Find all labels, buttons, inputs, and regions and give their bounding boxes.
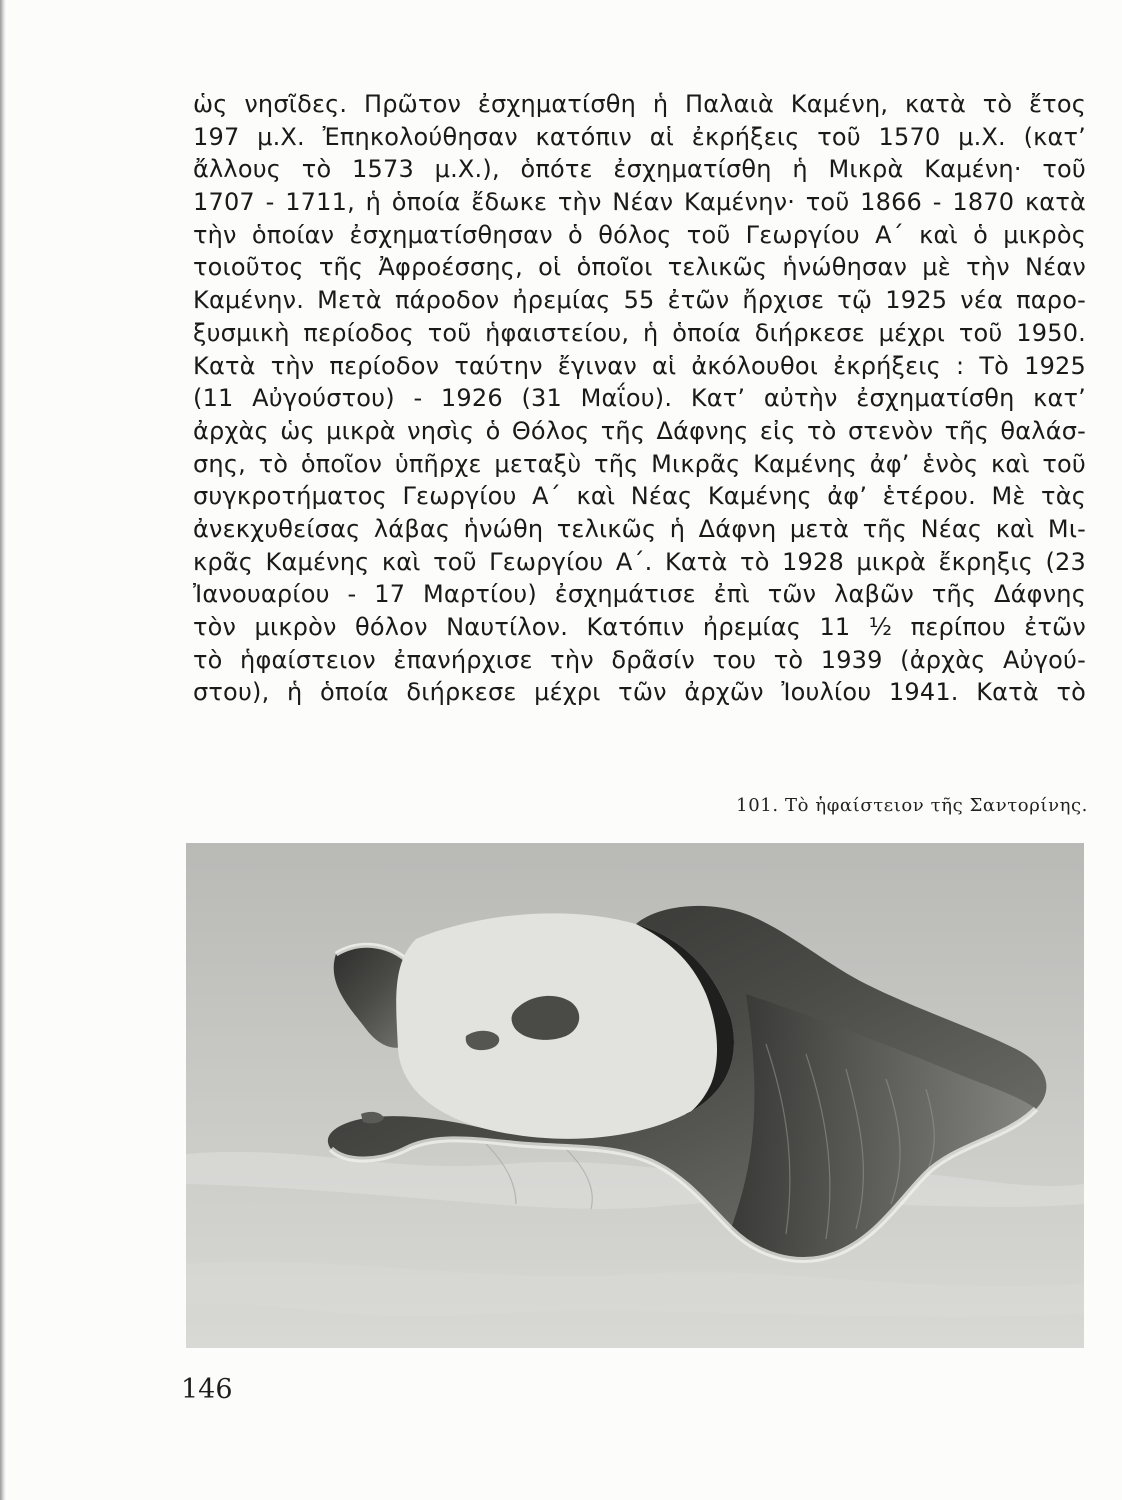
text-line: σης, τὸ ὁποῖον ὑπῆρχε μεταξὺ τῆς Μικρᾶς Καμένης ἀφ’ ἑνὸς καὶ τοῦ: [193, 449, 1086, 478]
text-line: κρᾶς Καμένης καὶ τοῦ Γεωργίου Α΄. Κατὰ τὸ 1928 μικρὰ ἔκρηξις (23: [193, 547, 1086, 576]
text-line: τὴν ὁποίαν ἐσχηματίσθησαν ὁ θόλος τοῦ Γεωργίου Α΄ καὶ ὁ μικρὸς: [193, 220, 1086, 249]
text-line: στου), ἡ ὁποία διήρκεσε μέχρι τῶν ἀρχῶν Ἰουλίου 1941. Κατὰ τὸ: [193, 678, 1086, 707]
page-number: 146: [181, 1374, 233, 1405]
text-line: 197 μ.Χ. Ἐπηκολούθησαν κατόπιν αἱ ἐκρήξεις τοῦ 1570 μ.Χ. (κατ’: [193, 122, 1086, 151]
text-line: ἄλλους τὸ 1573 μ.Χ.), ὁπότε ἐσχηματίσθη ἡ Μικρὰ Καμένη· τοῦ: [193, 155, 1086, 184]
text-line: ξυσμικὴ περίοδος τοῦ ἡφαιστείου, ἡ ὁποία διήρκεσε μέχρι τοῦ 1950.: [193, 318, 1086, 347]
text-line: ἀρχὰς ὡς μικρὰ νησὶς ὁ Θόλος τῆς Δάφνης εἰς τὸ στενὸν τῆς θαλάσ-: [193, 416, 1086, 445]
text-line: ἀνεκχυθείσας λάβας ἡνώθη τελικῶς ἡ Δάφνη μετὰ τῆς Νέας καὶ Μι-: [193, 514, 1086, 543]
text-line: τοιοῦτος τῆς Ἀφροέσσης, οἱ ὁποῖοι τελικῶς ἡνώθησαν μὲ τὴν Νέαν: [193, 253, 1086, 282]
binding-edge: [0, 0, 6, 1500]
text-line: 1707 - 1711, ἡ ὁποία ἔδωκε τὴν Νέαν Καμένην· τοῦ 1866 - 1870 κατὰ: [193, 188, 1086, 217]
figure-caption: 101. Τὸ ἡφαίστειον τῆς Σαντορίνης.: [736, 795, 1088, 816]
text-line: Κατὰ τὴν περίοδον ταύτην ἔγιναν αἱ ἀκόλουθοι ἐκρήξεις : Τὸ 1925: [193, 351, 1086, 380]
text-line: τὸ ἡφαίστειον ἐπανήρχισε τὴν δρᾶσίν του τὸ 1939 (ἀρχὰς Αὐγού-: [193, 645, 1086, 674]
text-line: τὸν μικρὸν θόλον Ναυτίλον. Κατόπιν ἠρεμίας 11 ½ περίπου ἐτῶν: [193, 613, 1086, 641]
body-text: [193, 88, 1086, 709]
santorini-relief-illustration: [186, 844, 1084, 1348]
text-line: Καμένην. Μετὰ πάροδον ἠρεμίας 55 ἐτῶν ἤρχισε τῷ 1925 νέα παρο-: [193, 286, 1086, 315]
text-line: (11 Αὐγούστου) - 1926 (31 Μαΐου). Κατ’ αὐτὴν ἐσχηματίσθη κατ’: [193, 384, 1086, 413]
text-line: Ἰανουαρίου - 17 Μαρτίου) ἐσχημάτισε ἐπὶ τῶν λαβῶν τῆς Δάφνης: [193, 580, 1086, 609]
text-line: συγκροτήματος Γεωργίου Α΄ καὶ Νέας Καμένης ἀφ’ ἑτέρου. Μὲ τὰς: [193, 482, 1086, 511]
text-line: ὡς νησῖδες. Πρῶτον ἐσχηματίσθη ἡ Παλαιὰ Καμένη, κατὰ τὸ ἔτος: [193, 90, 1086, 118]
santorini-figure: [186, 843, 1084, 1348]
